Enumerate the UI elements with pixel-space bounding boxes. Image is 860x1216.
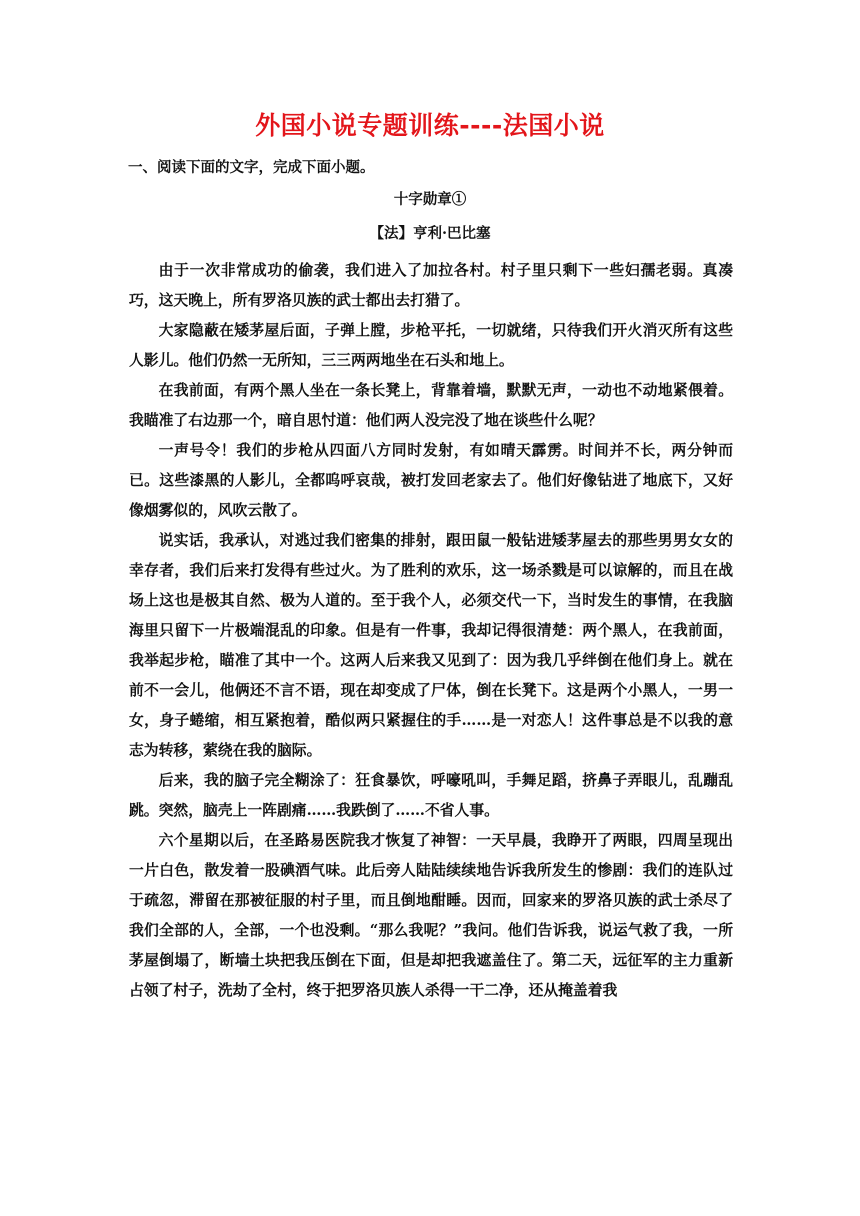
question-instruction: 一、阅读下面的文字，完成下面小题。 bbox=[128, 159, 375, 176]
paragraph: 在我前面，有两个黑人坐在一条长凳上，背靠着墙，默默无声，一动也不动地紧偎着。我瞄准了右边那一个，暗自思忖道：他们两人没完没了地在谈些什么呢？ bbox=[129, 382, 733, 429]
story-body bbox=[129, 256, 733, 1006]
paragraph: 说实话，我承认，对逃过我们密集的排射，跟田鼠一般钻进矮茅屋去的那些男男女女的幸存者，我们后来打发得有些过火。为了胜利的欢乐，这一场杀戮是可以谅解的，而且在战场上这也是极其自然、极为人道的。至于我个人，必须交代一下，当时发生的事情，在我脑海里只留下一片极端混乱的印象。但是有一件事，我却记得很清楚：两个黑人，在我前面，我举起步枪，瞄准了其中一个。这两人后来我又见到了：因为我几乎绊倒在他们身上。就在前不一会儿，他俩还不言不语，现在却变成了尸体，倒在长凳下。这是两个小黑人，一男一女，身子蜷缩，相互紧抱着，酷似两只紧握住的手……是一对恋人！这件事总是不以我的意志为转移，萦绕在我的脑际。 bbox=[129, 532, 733, 759]
story-title: 十字勋章① bbox=[393, 191, 467, 208]
paragraph: 后来，我的脑子完全糊涂了：狂食暴饮，呼嚎吼叫，手舞足蹈，挤鼻子弄眼儿，乱蹦乱跳。突然，脑壳上一阵剧痛……我跌倒了……不省人事。 bbox=[129, 772, 733, 819]
document-title: 外国小说专题训练----法国小说 bbox=[255, 111, 605, 140]
paragraph: 由于一次非常成功的偷袭，我们进入了加拉各村。村子里只剩下一些妇孺老弱。真凑巧，这天晚上，所有罗洛贝族的武士都出去打猎了。 bbox=[129, 262, 733, 309]
paragraph: 一声号令！我们的步枪从四面八方同时发射，有如晴天霹雳。时间并不长，两分钟而已。这些漆黑的人影儿，全都呜呼哀哉，被打发回老家去了。他们好像钻进了地底下，又好像烟雾似的，风吹云散了。 bbox=[129, 442, 733, 519]
paragraph: 六个星期以后，在圣路易医院我才恢复了神智：一天早晨，我睁开了两眼，四周呈现出一片白色，散发着一股碘酒气味。此后旁人陆陆续续地告诉我所发生的惨剧：我们的连队过于疏忽，滞留在那被征服的村子里，而且倒地酣睡。因而，回家来的罗洛贝族的武士杀尽了我们全部的人，全部，一个也没剩。“那么我呢？”我问。他们告诉我，说运气救了我，一所茅屋倒塌了，断墙土块把我压倒在下面，但是却把我遮盖住了。第二天，远征军的主力重新占领了村子，洗劫了全村，终于把罗洛贝族人杀得一干二净，还从掩盖着我 bbox=[129, 832, 733, 999]
story-author: 【法】亨利·巴比塞 bbox=[369, 225, 491, 242]
paragraph: 大家隐蔽在矮茅屋后面，子弹上膛，步枪平托，一切就绪，只待我们开火消灭所有这些人影儿。他们仍然一无所知，三三两两地坐在石头和地上。 bbox=[129, 322, 733, 369]
